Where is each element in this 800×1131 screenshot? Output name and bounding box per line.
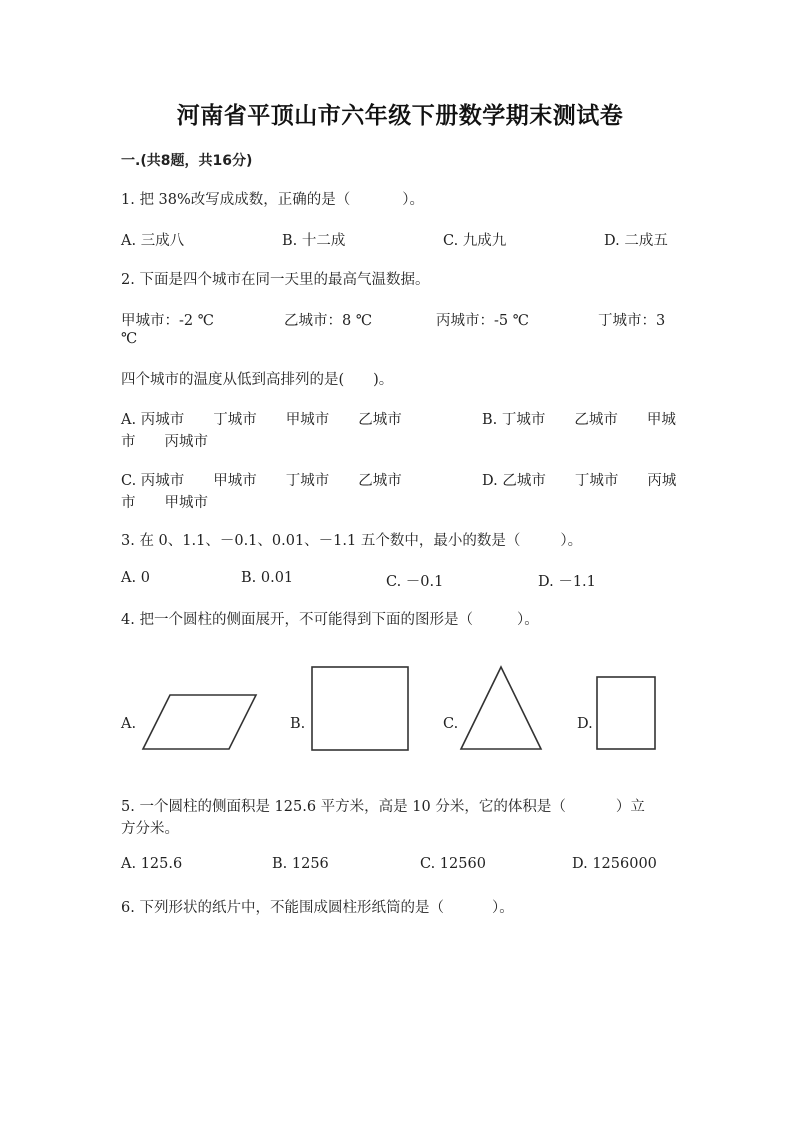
question-3-option-c: C. －0.1 [386,574,444,590]
question-3-stem-end: ）。 [560,533,583,549]
city-ding: 丁城市：3 [598,313,666,329]
question-5-option-c: C. 12560 [420,856,486,872]
question-3-option-a: A. 0 [121,570,150,586]
question-4-stem-end: ）。 [516,612,539,628]
question-6-stem-text: 6. 下列形状的纸片中，不能围成圆柱形纸筒的是（ [121,900,444,916]
square-figure [312,667,408,750]
question-3-option-b: B. 0.01 [241,570,294,586]
question-5-option-b: B. 1256 [272,856,329,872]
question-1-option-c: C. 九成九 [443,233,507,249]
question-4-stem-text: 4. 把一个圆柱的侧面展开，不可能得到下面的图形是（ [121,612,473,628]
city-jia: 甲城市：-2 ℃ [121,313,214,329]
question-6-stem-end: ）。 [491,900,514,916]
question-2-option-a: A. 丙城市 丁城市 甲城市 乙城市 [121,412,402,428]
figure-label-c: C. [443,716,459,732]
question-2-option-c: C. 丙城市 甲城市 丁城市 乙城市 [121,473,402,489]
figure-label-b: B. [290,716,306,732]
section-heading: 一.(共8题，共16分) [121,153,253,169]
question-5-option-d: D. 1256000 [572,856,657,872]
question-2-option-wrap: 市 甲城市 [121,495,208,511]
exam-title: 河南省平顶山市六年级下册数学期末测试卷 [176,103,624,129]
question-2-option-wrap: 市 丙城市 [121,434,208,450]
question-1-option-a: A. 三成八 [121,233,185,249]
question-5-stem-wrap: 方分米。 [121,821,179,837]
question-1-option-d: D. 二成五 [604,233,668,249]
city-ding-unit: ℃ [121,331,138,347]
question-2-question: 四个城市的温度从低到高排列的是( )。 [121,372,394,388]
question-2-stem: 2. 下面是四个城市在同一天里的最高气温数据。 [121,272,430,288]
question-5-stem-text: 5. 一个圆柱的侧面积是 125.6 平方米，高是 10 分米，它的体积是（ [121,799,566,815]
figure-label-d: D. [577,716,593,732]
city-bing: 丙城市：-5 ℃ [436,313,529,329]
question-3-option-d: D. －1.1 [538,574,596,590]
figure-label-a: A. [121,716,137,732]
city-yi: 乙城市：8 ℃ [284,313,373,329]
parallelogram-figure [143,695,256,749]
question-5-option-a: A. 125.6 [121,856,183,872]
triangle-figure [461,667,541,749]
question-1-stem-text: 1. 把 38%改写成成数，正确的是（ [121,192,351,208]
question-1-option-b: B. 十二成 [282,233,346,249]
question-3-stem-text: 3. 在 0、1.1、－0.1、0.01、－1.1 五个数中，最小的数是（ [121,533,521,549]
question-5-stem-end: ）立 [615,799,645,815]
rectangle-figure [597,677,655,749]
question-2-option-d: D. 乙城市 丁城市 丙城 [482,473,677,489]
question-5-stem [121,795,645,816]
question-1-stem-end: ）。 [402,192,425,208]
question-2-option-b: B. 丁城市 乙城市 甲城 [482,412,676,428]
question-6-stem [121,896,514,917]
